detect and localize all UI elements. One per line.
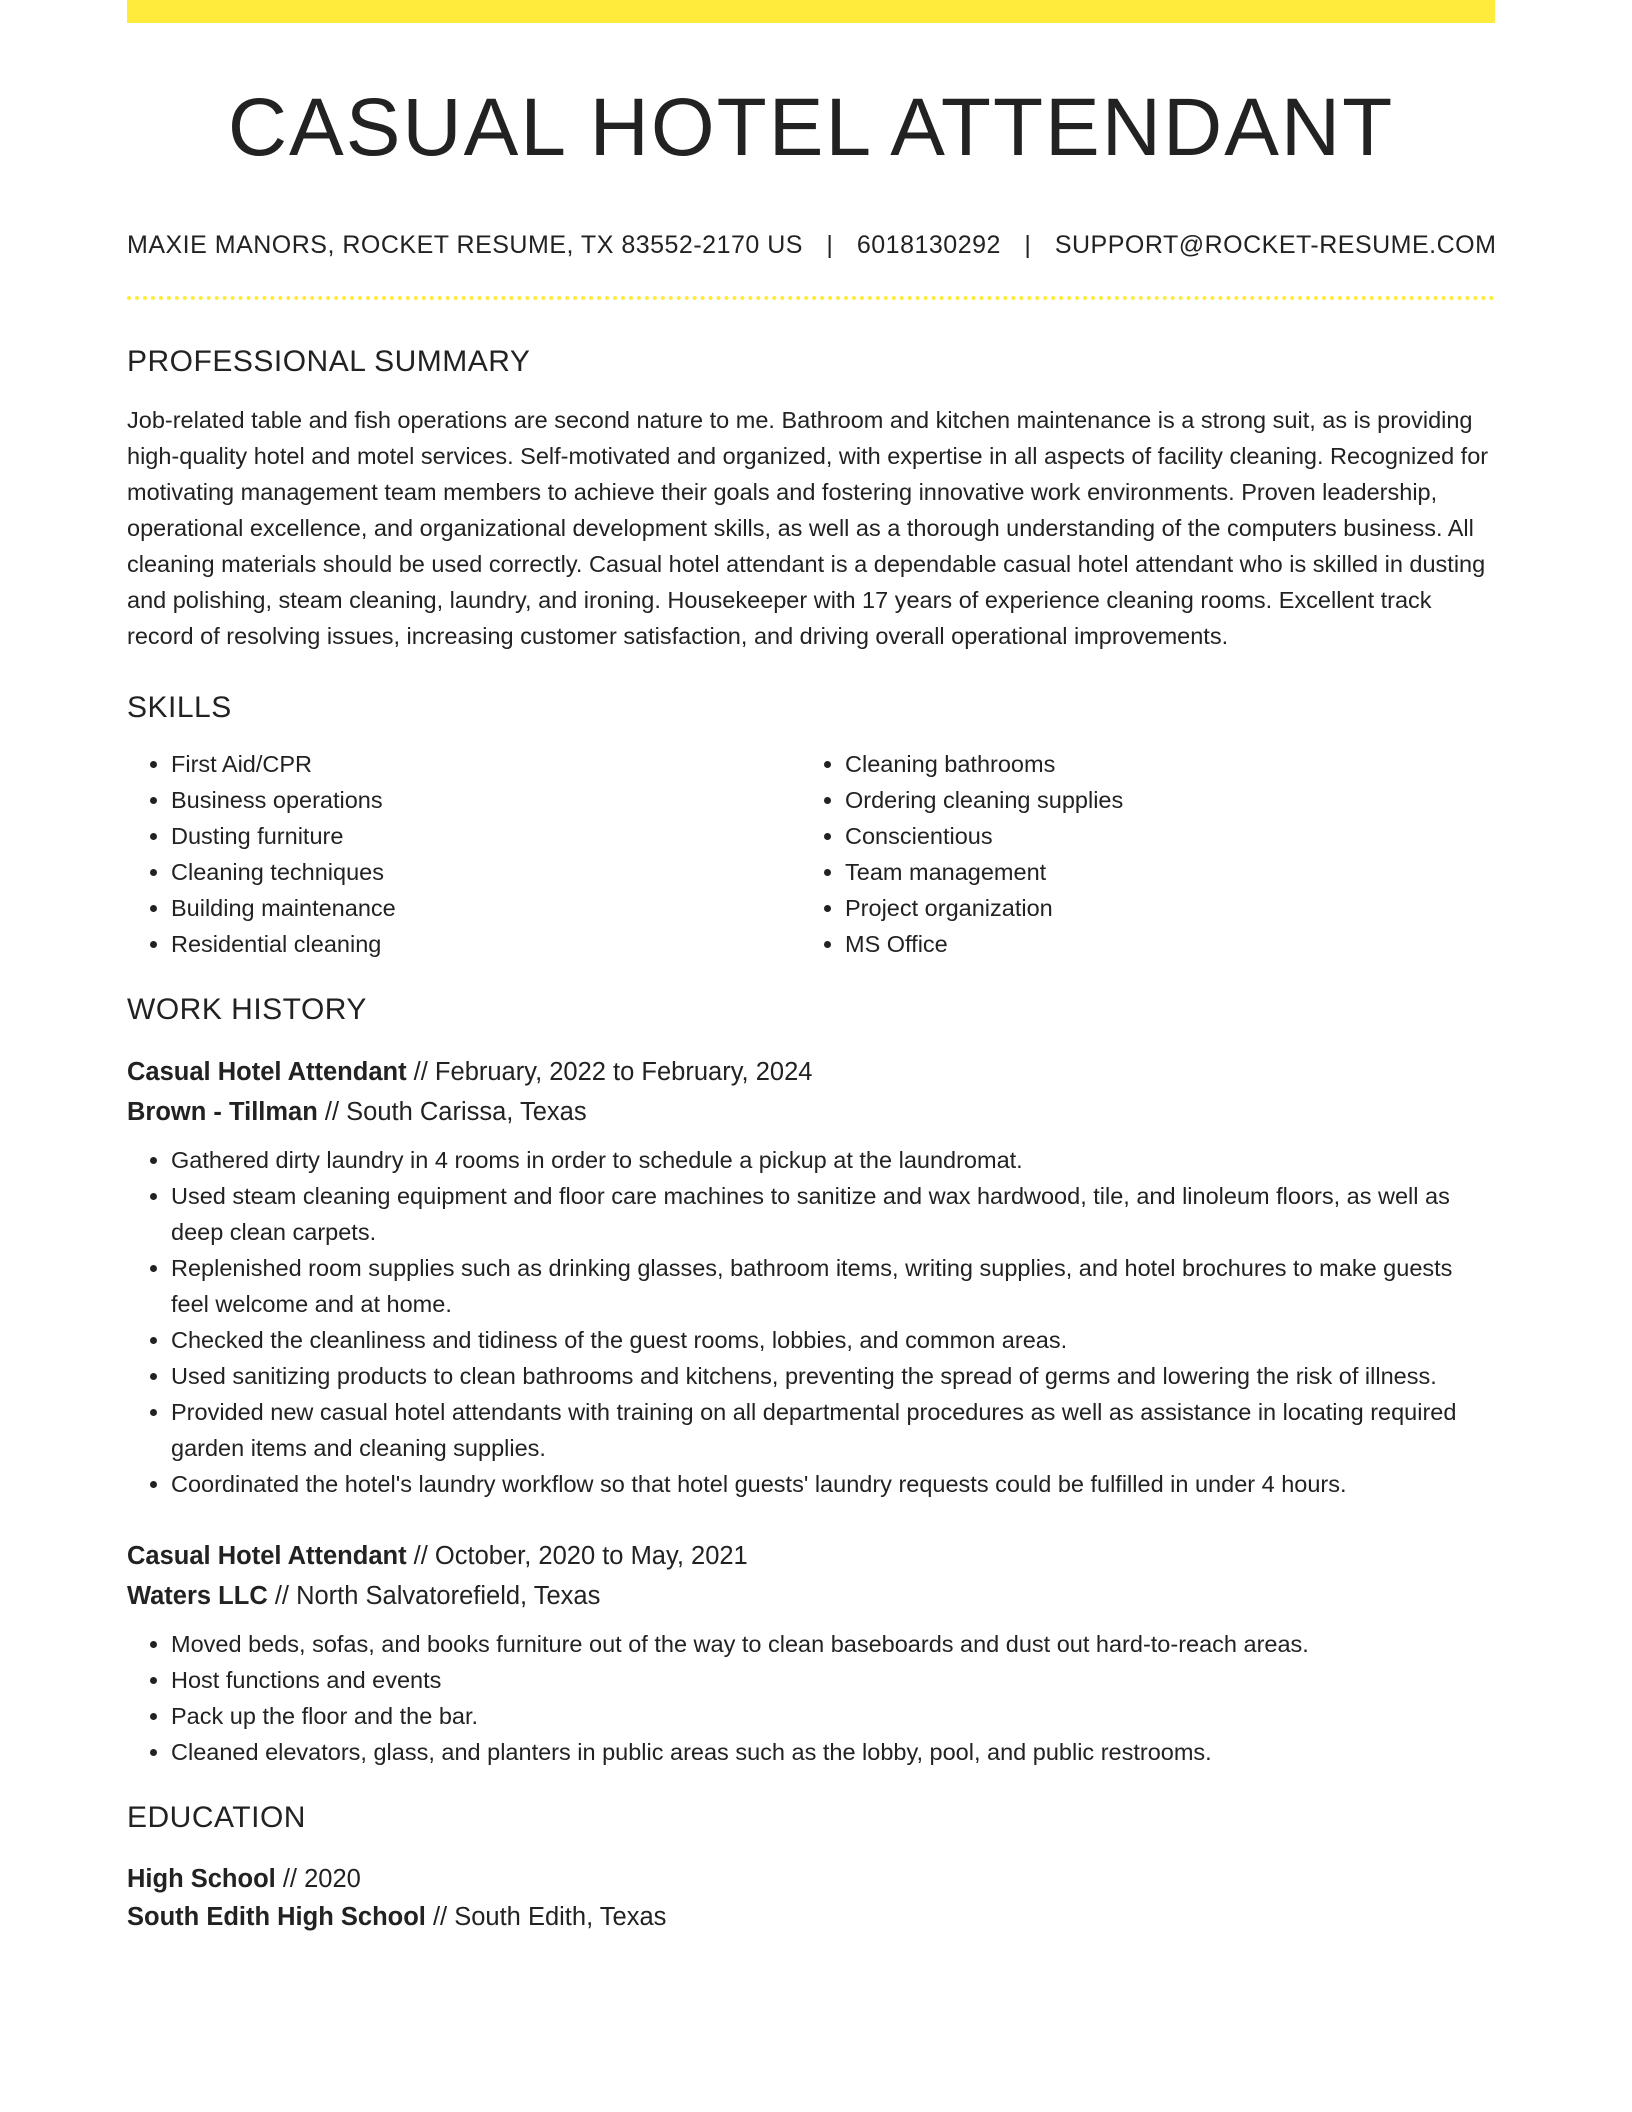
contact-separator: | — [1024, 231, 1032, 260]
job-role-line — [127, 1536, 1495, 1576]
job-bullet: • Coordinated the hotel's laundry workflow so that hotel guests' laundry requests could be fulfilled in under 4 hours. — [171, 1466, 1495, 1502]
skill-item: • Ordering cleaning supplies — [845, 782, 1495, 818]
education-degree-line — [127, 1860, 1495, 1898]
job-entry — [127, 1536, 1495, 1616]
skill-item: • Team management — [845, 854, 1495, 890]
skill-item: • First Aid/CPR — [171, 746, 801, 782]
contact-line — [127, 231, 1495, 260]
resume-title: CASUAL HOTEL ATTENDANT — [227, 82, 1395, 173]
resume-page — [127, 0, 1495, 1936]
job-company-line — [127, 1576, 1495, 1616]
skills-list — [127, 746, 1495, 962]
job-role-line — [127, 1052, 1495, 1092]
job-company: Waters LLC — [127, 1582, 268, 1611]
skill-item: • Cleaning bathrooms — [845, 746, 1495, 782]
job-bullet: • Checked the cleanliness and tidiness of the guest rooms, lobbies, and common areas. — [171, 1322, 1495, 1358]
job-role: Casual Hotel Attendant — [127, 1542, 407, 1571]
job-bullets — [127, 1142, 1495, 1502]
summary-heading: PROFESSIONAL SUMMARY — [127, 345, 531, 379]
skill-item: • Residential cleaning — [171, 926, 801, 962]
job-dates: // October, 2020 to May, 2021 — [406, 1542, 748, 1571]
skill-item: • Cleaning techniques — [171, 854, 801, 890]
job-bullets — [127, 1626, 1495, 1770]
skill-item: • Business operations — [171, 782, 801, 818]
summary-text: Job-related table and fish operations are second nature to me. Bathroom and kitchen maintenance is a strong suit, as is providing high-quality hotel and motel services. Self-motivated and organized, with expertise in all aspects of facility cleaning. Recognized for motivating management team members to achieve their goals and fostering innovative work environments. Proven leadership, operational excellence, and organizational development skills, as well as a thorough understanding of the computers business. All cleaning materials should be used correctly. Casual hotel attendant is a dependable casual hotel attendant who is skilled in dusting and polishing, steam cleaning, laundry, and ironing. Housekeeper with 17 years of experience cleaning rooms. Excellent track record of resolving issues, increasing customer satisfaction, and driving overall operational improvements. — [127, 407, 1489, 650]
job-bullet: • Used sanitizing products to clean bathrooms and kitchens, preventing the spread of germs and lowering the risk of illness. — [171, 1358, 1495, 1394]
job-location: // South Carissa, Texas — [317, 1098, 587, 1127]
job-bullet: • Gathered dirty laundry in 4 rooms in order to schedule a pickup at the laundromat. — [171, 1142, 1495, 1178]
contact-address: MAXIE MANORS, ROCKET RESUME, TX 83552-2170 US — [127, 231, 803, 260]
skills-column-left — [127, 746, 801, 962]
job-location: // North Salvatorefield, Texas — [267, 1582, 601, 1611]
education-entry — [127, 1860, 1495, 1936]
accent-top-bar — [127, 0, 1495, 23]
job-dates: // February, 2022 to February, 2024 — [406, 1058, 813, 1087]
skill-item: • Dusting furniture — [171, 818, 801, 854]
education-year: // 2020 — [275, 1865, 361, 1894]
dotted-divider — [127, 296, 1495, 300]
skill-item: • MS Office — [845, 926, 1495, 962]
job-company-line — [127, 1092, 1495, 1132]
job-bullet: • Moved beds, sofas, and books furniture out of the way to clean baseboards and dust out hard-to-reach areas. — [171, 1626, 1495, 1662]
job-company: Brown - Tillman — [127, 1098, 318, 1127]
work-history-heading: WORK HISTORY — [127, 993, 367, 1027]
education-heading: EDUCATION — [127, 1801, 306, 1835]
education-school-line — [127, 1898, 1495, 1936]
job-bullet: • Cleaned elevators, glass, and planters in public areas such as the lobby, pool, and public restrooms. — [171, 1734, 1495, 1770]
skill-item: • Building maintenance — [171, 890, 801, 926]
education-degree: High School — [127, 1865, 276, 1894]
education-school: South Edith High School — [127, 1903, 426, 1932]
skills-heading: SKILLS — [127, 691, 232, 725]
education-location: // South Edith, Texas — [425, 1903, 667, 1932]
contact-phone: 6018130292 — [856, 231, 1001, 260]
job-bullet: • Provided new casual hotel attendants with training on all departmental procedures as well as assistance in locating required garden items and cleaning supplies. — [171, 1394, 1495, 1466]
skill-item: • Conscientious — [845, 818, 1495, 854]
skills-column-right — [801, 746, 1495, 962]
job-entry — [127, 1052, 1495, 1132]
contact-separator: | — [826, 231, 834, 260]
job-bullet: • Replenished room supplies such as drinking glasses, bathroom items, writing supplies, and hotel brochures to make guests feel welcome and at home. — [171, 1250, 1495, 1322]
job-bullet: • Pack up the floor and the bar. — [171, 1698, 1495, 1734]
job-role: Casual Hotel Attendant — [127, 1058, 407, 1087]
skill-item: • Project organization — [845, 890, 1495, 926]
contact-email: SUPPORT@ROCKET-RESUME.COM — [1054, 231, 1497, 260]
job-bullet: • Used steam cleaning equipment and floor care machines to sanitize and wax hardwood, tile, and linoleum floors, as well as deep clean carpets. — [171, 1178, 1495, 1250]
job-bullet: • Host functions and events — [171, 1662, 1495, 1698]
